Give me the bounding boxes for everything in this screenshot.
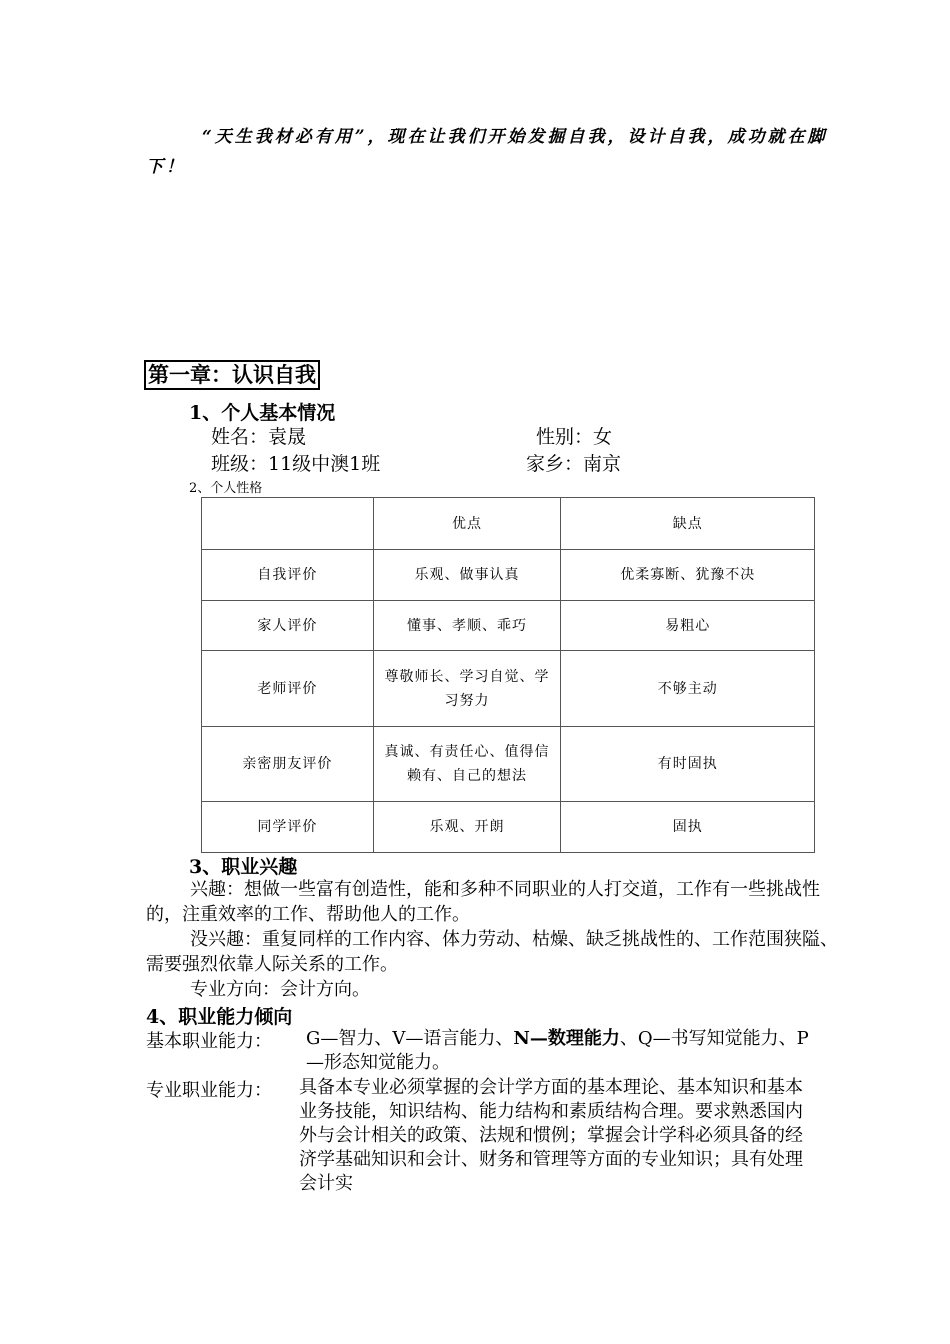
direction-paragraph: 专业方向：会计方向。 bbox=[190, 979, 370, 1000]
basic-ability-part2: 、Q—书写知觉能力、P—形态知觉能力。 bbox=[306, 1028, 809, 1073]
personality-table bbox=[201, 497, 815, 853]
table-cell: 懂事、孝顺、乖巧 bbox=[373, 601, 561, 651]
basic-ability-text bbox=[306, 1027, 811, 1075]
basic-ability-part1: G—智力、V—语言能力、 bbox=[306, 1028, 514, 1049]
section2-heading: 2、个人性格 bbox=[189, 481, 263, 496]
professional-ability-label: 专业职业能力： bbox=[146, 1080, 272, 1101]
class-field: 班级：11级中澳1班 bbox=[211, 453, 381, 475]
basic-ability-bold: N—数理能力 bbox=[513, 1028, 620, 1049]
table-cell: 乐观、开朗 bbox=[373, 802, 561, 853]
intro-motto: “天生我材必有用”，现在让我们开始发掘自我，设计自我，成功就在脚下！ bbox=[146, 127, 828, 177]
section4-heading: 4、职业能力倾向 bbox=[146, 1006, 293, 1028]
table-cell: 自我评价 bbox=[202, 550, 374, 601]
table-row bbox=[202, 601, 815, 651]
table-row bbox=[202, 802, 815, 853]
table-cell: 老师评价 bbox=[202, 651, 374, 727]
section3-heading: 3、职业兴趣 bbox=[189, 856, 298, 878]
name-field: 姓名：袁晟 bbox=[211, 426, 307, 448]
table-row bbox=[202, 550, 815, 601]
interest-paragraph: 兴趣：想做一些富有创造性，能和多种不同职业的人打交道，工作有一些挑战性的，注重效率的工作、帮助他人的工作。 bbox=[146, 879, 820, 925]
table-cell: 真诚、有责任心、值得信赖有、自己的想法 bbox=[373, 727, 561, 802]
table-cell: 同学评价 bbox=[202, 802, 374, 853]
table-cell: 亲密朋友评价 bbox=[202, 727, 374, 802]
table-cell: 乐观、做事认真 bbox=[373, 550, 561, 601]
table-cell: 易粗心 bbox=[561, 601, 815, 651]
no-interest-paragraph: 没兴趣：重复同样的工作内容、体力劳动、枯燥、缺乏挑战性的、工作范围狭隘、需要强烈依靠人际关系的工作。 bbox=[146, 929, 838, 975]
basic-ability-label: 基本职业能力： bbox=[146, 1031, 272, 1052]
table-cell: 固执 bbox=[561, 802, 815, 853]
professional-ability-text: 具备本专业必须掌握的会计学方面的基本理论、基本知识和基本业务技能，知识结构、能力结构和素质结构合理。要求熟悉国内外与会计相关的政策、法规和惯例；掌握会计学科必须具备的经济学基础知识和会计、财务和管理等方面的专业知识；具有处理会计实 bbox=[299, 1077, 803, 1194]
table-cell: 有时固执 bbox=[561, 727, 815, 802]
table-header-cell bbox=[202, 498, 374, 550]
table-cell: 不够主动 bbox=[561, 651, 815, 727]
table-header-cell: 缺点 bbox=[561, 498, 815, 550]
hometown-field: 家乡：南京 bbox=[526, 453, 622, 475]
table-row bbox=[202, 727, 815, 802]
table-header-row bbox=[202, 498, 815, 550]
section1-heading: 1、个人基本情况 bbox=[189, 402, 336, 424]
table-cell: 家人评价 bbox=[202, 601, 374, 651]
table-row bbox=[202, 651, 815, 727]
chapter-title: 第一章：认识自我 bbox=[144, 360, 320, 390]
table-cell: 尊敬师长、学习自觉、学习努力 bbox=[373, 651, 561, 727]
table-header-cell: 优点 bbox=[373, 498, 561, 550]
gender-field: 性别：女 bbox=[536, 426, 613, 448]
table-cell: 优柔寡断、犹豫不决 bbox=[561, 550, 815, 601]
